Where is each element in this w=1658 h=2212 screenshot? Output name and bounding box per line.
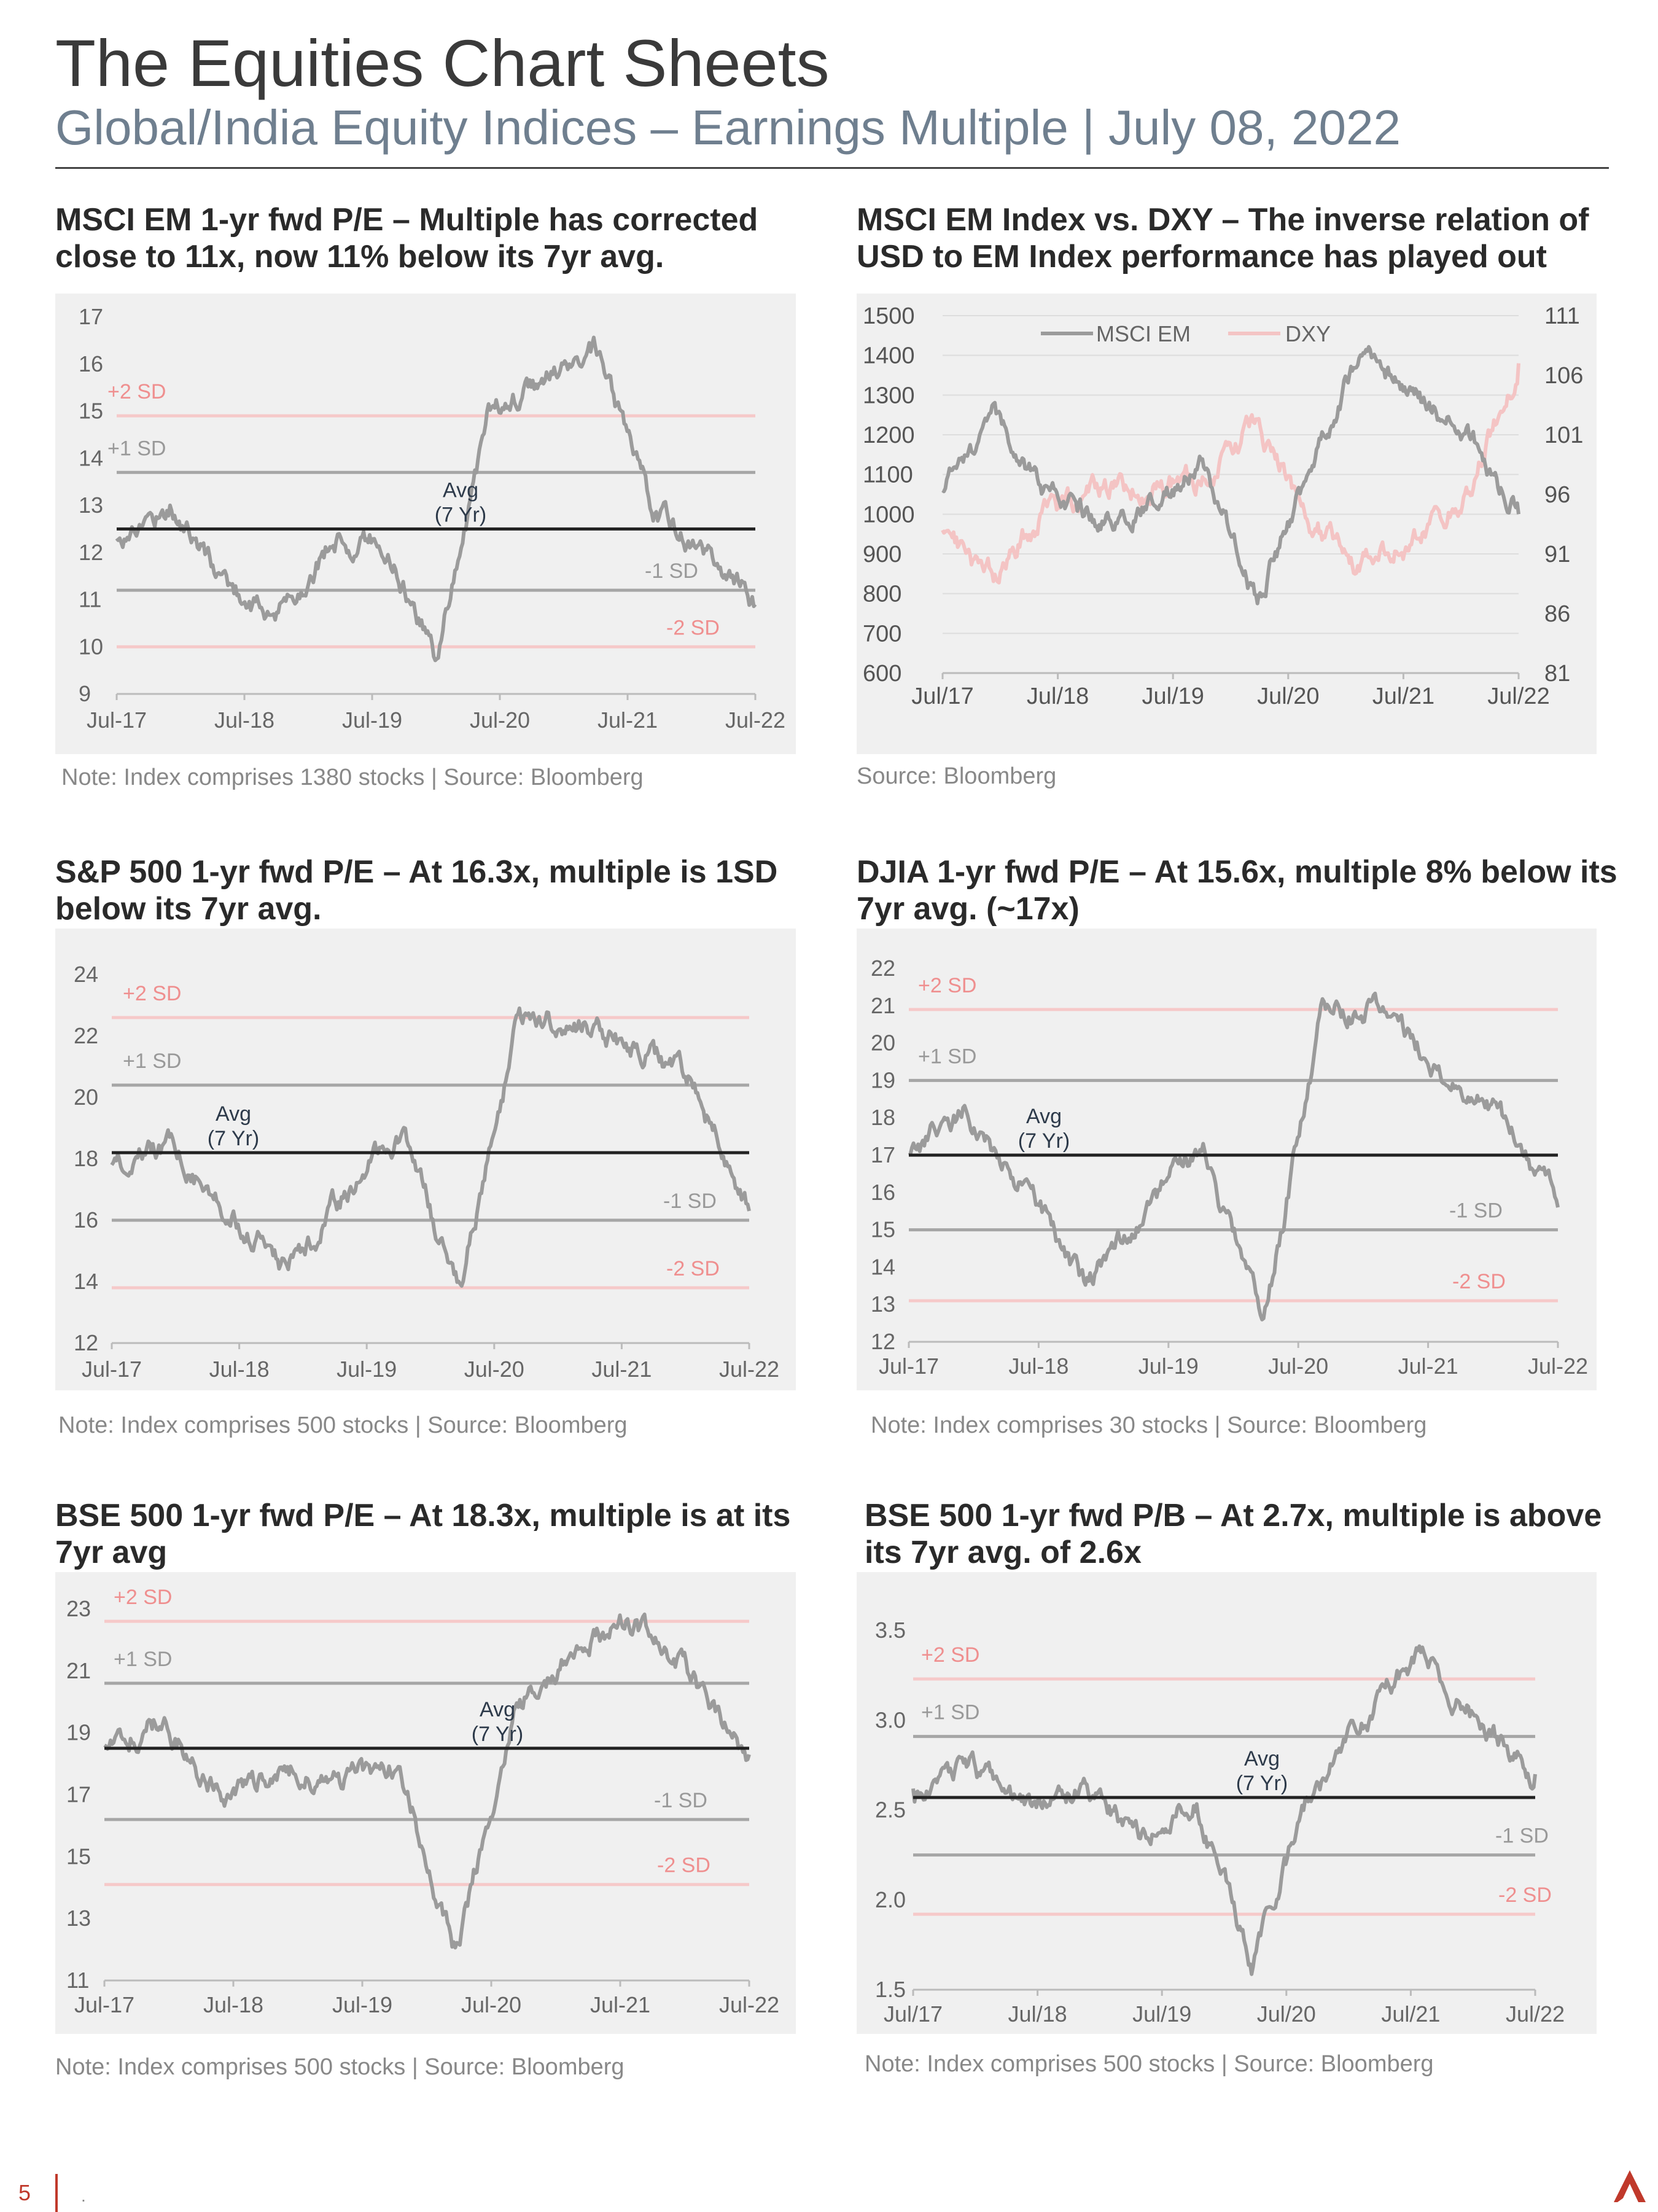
avg-period-label: (7 Yr) <box>1018 1129 1070 1153</box>
legend-label-msci-em: MSCI EM <box>1096 321 1191 346</box>
y-tick-label: 13 <box>871 1291 896 1317</box>
x-tick-label: Jul/22 <box>1505 2001 1565 2027</box>
chart-note-bse500-pe: Note: Index comprises 500 stocks | Source: Bloomberg <box>55 2054 625 2080</box>
y-tick-label: 1000 <box>863 502 915 528</box>
y2-tick-label: 81 <box>1544 661 1571 687</box>
y2-tick-label: 91 <box>1544 542 1571 567</box>
minus-2sd-label: -2 SD <box>666 1257 720 1280</box>
header-rule <box>55 167 1609 169</box>
x-tick-label: Jul/17 <box>883 2001 943 2027</box>
avg-label: Avg <box>443 478 478 502</box>
plus-1sd-label: +1 SD <box>114 1648 173 1671</box>
x-tick-label: Jul/19 <box>1132 2001 1192 2027</box>
report-subtitle: Global/India Equity Indices – Earnings Multiple | July 08, 2022 <box>55 100 1401 155</box>
chart-title-msci-em-pe: MSCI EM 1-yr fwd P/E – Multiple has corrected close to 11x, now 11% below its 7yr avg. <box>55 202 758 275</box>
x-tick-label: Jul-19 <box>337 1357 397 1382</box>
y-tick-label: 11 <box>66 1968 90 1993</box>
chart-panel-bse500-pb <box>857 1572 1597 2034</box>
y-tick-label: 3.0 <box>875 1707 906 1733</box>
avg-period-label: (7 Yr) <box>471 1722 524 1746</box>
x-tick-label: Jul-21 <box>597 707 658 733</box>
x-tick-label: Jul/21 <box>1381 2001 1441 2027</box>
y-tick-label: 16 <box>74 1207 99 1233</box>
y-tick-label: 17 <box>66 1782 91 1807</box>
y-tick-label: 900 <box>863 542 902 567</box>
y-tick-label: 1.5 <box>875 1977 906 2002</box>
chart-title-bse500-pe: BSE 500 1-yr fwd P/E – At 18.3x, multiple is at its 7yr avg <box>55 1498 791 1570</box>
x-tick-label: Jul/18 <box>1026 683 1089 709</box>
y-tick-label: 21 <box>66 1657 91 1683</box>
y-tick-label: 2.0 <box>875 1887 906 1912</box>
plus-1sd-label: +1 SD <box>123 1050 182 1073</box>
x-tick-label: Jul-19 <box>1138 1353 1199 1379</box>
x-tick-label: Jul-19 <box>341 707 403 733</box>
y-tick-label: 13 <box>79 493 104 518</box>
chart-bse500-pb <box>857 1572 1597 2034</box>
y-tick-label: 1300 <box>863 383 915 409</box>
y-tick-label: 17 <box>79 304 104 329</box>
brand-logo <box>1613 2169 1647 2203</box>
chart-note-sp500-pe: Note: Index comprises 500 stocks | Source: Bloomberg <box>58 1412 628 1438</box>
chart-note-msci-em-dxy: Source: Bloomberg <box>857 763 1057 789</box>
plus-1sd-label: +1 SD <box>918 1045 977 1069</box>
y-tick-label: 800 <box>863 581 902 607</box>
chart-title-djia-pe: DJIA 1-yr fwd P/E – At 15.6x, multiple 8% below its 7yr avg. (~17x) <box>857 854 1617 927</box>
chart-djia-pe <box>857 929 1597 1390</box>
series-line <box>913 1646 1535 1974</box>
series-line <box>117 338 755 661</box>
minus-2sd-label: -2 SD <box>657 1853 710 1877</box>
x-tick-label: Jul/20 <box>1257 683 1320 709</box>
x-tick-label: Jul-17 <box>878 1353 940 1379</box>
x-tick-label: Jul-18 <box>1008 1353 1069 1379</box>
avg-period-label: (7 Yr) <box>1236 1772 1288 1796</box>
x-tick-label: Jul-20 <box>469 707 531 733</box>
chart-msci-em-pe <box>55 294 796 754</box>
y-tick-label: 3.5 <box>875 1618 906 1643</box>
y2-tick-label: 86 <box>1544 601 1571 627</box>
y-tick-label: 700 <box>863 621 902 647</box>
y-tick-label: 12 <box>79 539 104 565</box>
x-tick-label: Jul/17 <box>911 683 974 709</box>
y-tick-label: 13 <box>66 1906 91 1931</box>
y-tick-label: 22 <box>74 1023 99 1048</box>
report-title: The Equities Chart Sheets <box>55 26 830 100</box>
minus-1sd-label: -1 SD <box>663 1190 717 1213</box>
x-tick-label: Jul-22 <box>718 1357 780 1382</box>
y-tick-label: 9 <box>79 681 91 706</box>
plus-1sd-label: +1 SD <box>921 1700 980 1724</box>
chart-msci-em-dxy <box>857 294 1597 754</box>
x-tick-label: Jul-20 <box>464 1357 524 1382</box>
avg-label: Avg <box>1244 1747 1280 1771</box>
x-tick-label: Jul/18 <box>1008 2001 1067 2027</box>
y-tick-label: 1400 <box>863 343 915 369</box>
y-tick-label: 18 <box>871 1105 896 1131</box>
y-tick-label: 24 <box>74 962 99 987</box>
minus-1sd-label: -1 SD <box>654 1788 707 1812</box>
y-tick-label: 18 <box>74 1146 99 1171</box>
chart-sp500-pe <box>55 929 796 1390</box>
x-tick-label: Jul-22 <box>1527 1353 1589 1379</box>
y-tick-label: 20 <box>74 1085 99 1110</box>
y-tick-label: 23 <box>66 1596 91 1621</box>
y-tick-label: 22 <box>871 956 896 981</box>
x-tick-label: Jul-22 <box>725 707 786 733</box>
y-tick-label: 1100 <box>863 462 913 488</box>
y-tick-label: 15 <box>79 398 104 424</box>
plus-2sd-label: +2 SD <box>921 1643 980 1667</box>
plus-2sd-label: +2 SD <box>918 973 977 997</box>
series-line-msci-em <box>943 347 1519 604</box>
x-tick-label: Jul/21 <box>1372 683 1435 709</box>
footer-divider <box>55 2174 58 2212</box>
x-tick-label: Jul-20 <box>461 1992 522 2017</box>
y-tick-label: 15 <box>66 1844 91 1869</box>
y2-tick-label: 111 <box>1544 303 1580 329</box>
plus-2sd-label: +2 SD <box>123 982 182 1005</box>
y2-tick-label: 96 <box>1544 482 1571 508</box>
y-tick-label: 19 <box>66 1719 91 1745</box>
y-tick-label: 17 <box>871 1142 896 1167</box>
x-tick-label: Jul/22 <box>1487 683 1550 709</box>
x-tick-label: Jul-22 <box>718 1992 780 2017</box>
y-tick-label: 21 <box>871 992 896 1018</box>
chart-title-sp500-pe: S&P 500 1-yr fwd P/E – At 16.3x, multiple is 1SD below its 7yr avg. <box>55 854 778 927</box>
x-tick-label: Jul-18 <box>214 707 275 733</box>
avg-label: Avg <box>216 1102 251 1126</box>
avg-period-label: (7 Yr) <box>207 1127 260 1150</box>
minus-2sd-label: -2 SD <box>1498 1883 1552 1907</box>
legend-label-dxy: DXY <box>1285 321 1331 346</box>
y-tick-label: 11 <box>79 586 102 612</box>
avg-label: Avg <box>1026 1105 1062 1128</box>
chart-panel-djia-pe <box>857 929 1597 1390</box>
chart-panel-msci-em-dxy <box>857 294 1597 754</box>
chart-panel-bse500-pe <box>55 1572 796 2034</box>
chart-panel-sp500-pe <box>55 929 796 1390</box>
plus-1sd-label: +1 SD <box>107 437 166 461</box>
y-tick-label: 15 <box>871 1217 896 1242</box>
x-tick-label: Jul-19 <box>332 1992 393 2017</box>
series-line <box>104 1614 749 1948</box>
avg-period-label: (7 Yr) <box>434 503 487 527</box>
y2-tick-label: 106 <box>1544 363 1584 389</box>
y-tick-label: 14 <box>871 1254 896 1280</box>
x-tick-label: Jul/20 <box>1256 2001 1316 2027</box>
y2-tick-label: 101 <box>1544 423 1584 448</box>
y-tick-label: 20 <box>871 1030 896 1056</box>
y-tick-label: 16 <box>79 351 104 376</box>
chart-bse500-pe <box>55 1572 796 2034</box>
chart-note-bse500-pb: Note: Index comprises 500 stocks | Source: Bloomberg <box>865 2051 1434 2077</box>
y-tick-label: 19 <box>871 1067 896 1093</box>
minus-1sd-label: -1 SD <box>1449 1199 1503 1223</box>
chart-note-djia-pe: Note: Index comprises 30 stocks | Source: Bloomberg <box>871 1412 1427 1438</box>
chart-title-msci-em-dxy: MSCI EM Index vs. DXY – The inverse relation of USD to EM Index performance has played out <box>857 202 1589 275</box>
x-tick-label: Jul-20 <box>1268 1353 1329 1379</box>
x-tick-label: Jul-21 <box>590 1992 651 2017</box>
chart-note-msci-em-pe: Note: Index comprises 1380 stocks | Source: Bloomberg <box>61 765 644 790</box>
x-tick-label: Jul-17 <box>74 1992 135 2017</box>
y-tick-label: 1500 <box>863 303 915 329</box>
y-tick-label: 14 <box>74 1269 99 1294</box>
x-tick-label: Jul-17 <box>81 1357 142 1382</box>
plus-2sd-label: +2 SD <box>114 1586 173 1610</box>
y-tick-label: 1200 <box>863 423 915 448</box>
x-tick-label: Jul-17 <box>86 707 147 733</box>
y-tick-label: 10 <box>79 634 104 660</box>
chart-panel-msci-em-pe <box>55 294 796 754</box>
x-tick-label: Jul-18 <box>203 1992 264 2017</box>
page-number: 5 <box>18 2180 31 2205</box>
y-tick-label: 12 <box>871 1329 896 1354</box>
minus-2sd-label: -2 SD <box>1452 1270 1506 1294</box>
series-line-dxy <box>943 364 1519 583</box>
x-tick-label: Jul-18 <box>209 1357 270 1382</box>
x-tick-label: Jul/19 <box>1142 683 1204 709</box>
minus-1sd-label: -1 SD <box>645 559 698 583</box>
x-tick-label: Jul-21 <box>591 1357 652 1382</box>
y-tick-label: 600 <box>863 661 902 687</box>
x-tick-label: Jul-21 <box>1398 1353 1458 1379</box>
plus-2sd-label: +2 SD <box>107 380 166 404</box>
minus-2sd-label: -2 SD <box>666 616 720 640</box>
minus-1sd-label: -1 SD <box>1495 1824 1549 1848</box>
chart-title-bse500-pb: BSE 500 1-yr fwd P/B – At 2.7x, multiple is above its 7yr avg. of 2.6x <box>865 1498 1602 1570</box>
y-tick-label: 2.5 <box>875 1797 906 1823</box>
y-tick-label: 16 <box>871 1179 896 1205</box>
avg-label: Avg <box>480 1697 515 1721</box>
y-tick-label: 12 <box>74 1330 99 1355</box>
footer-dot: . <box>81 2186 86 2205</box>
y-tick-label: 14 <box>79 445 104 471</box>
